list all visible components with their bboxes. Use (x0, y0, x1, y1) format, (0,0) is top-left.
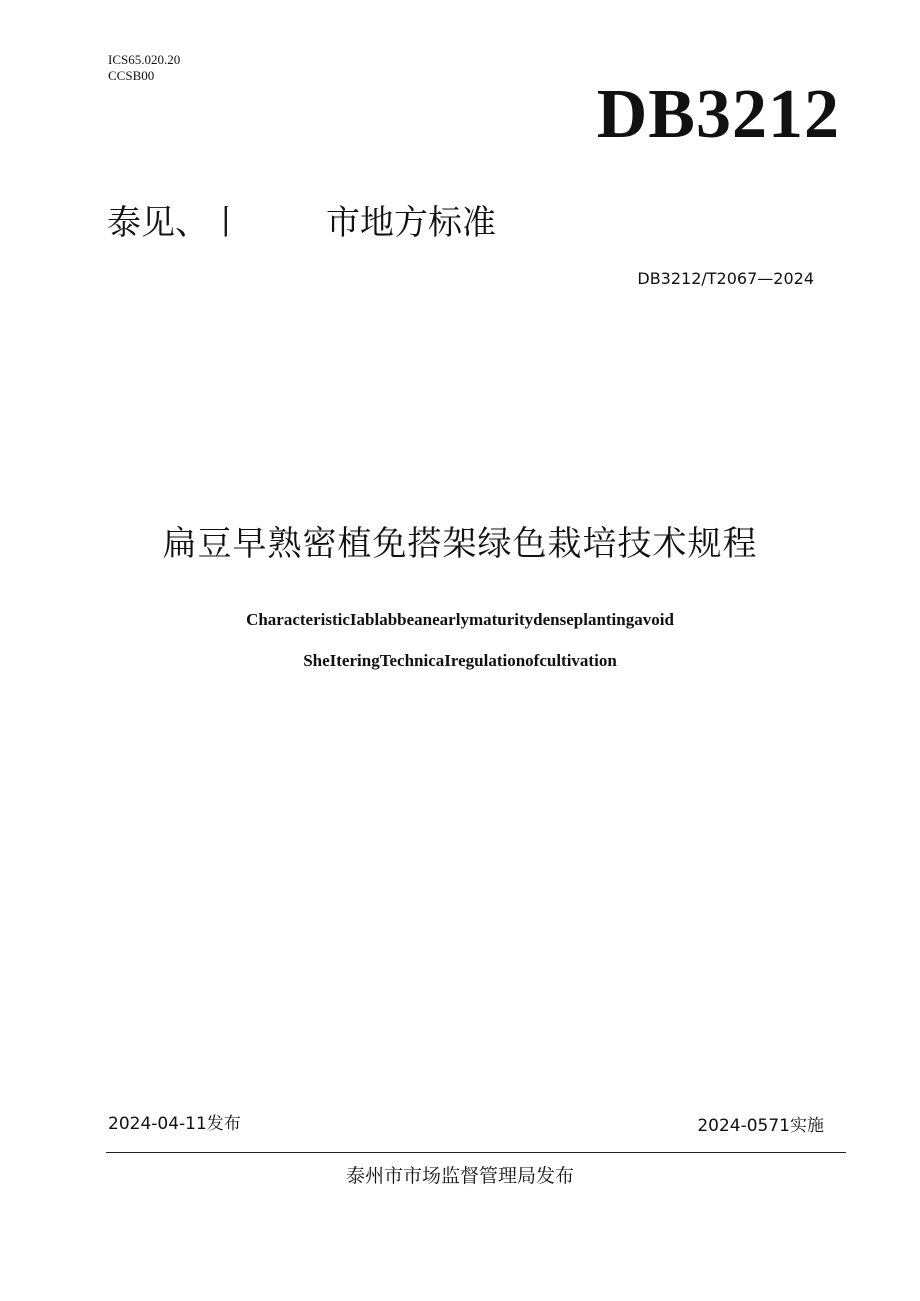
document-title-english-line2: SheIteringTechnicaIregulationofcultivation (303, 651, 617, 670)
ccs-code: CCSB00 (108, 68, 155, 83)
standard-number: DB3212/T2067—2024 (637, 269, 814, 288)
standard-type-suffix: 市地方标准 (326, 203, 496, 243)
standard-type-prefix: 泰见、丨 (107, 203, 243, 243)
standard-code-heading: DB3212 (596, 76, 840, 153)
footer-divider (106, 1152, 846, 1153)
document-title-chinese: 扁豆早熟密植免搭架绿色栽培技术规程 (162, 524, 758, 564)
implement-date: 2024-0571实施 (697, 1116, 824, 1136)
publish-date: 2024-04-11发布 (108, 1114, 241, 1134)
document-title-english-line1: CharacteristicIablabbeanearlymaturitydenseplantingavoid (246, 610, 674, 629)
ics-code: ICS65.020.20 (108, 52, 181, 67)
publisher: 泰州市市场监督管理局发布 (345, 1165, 574, 1187)
